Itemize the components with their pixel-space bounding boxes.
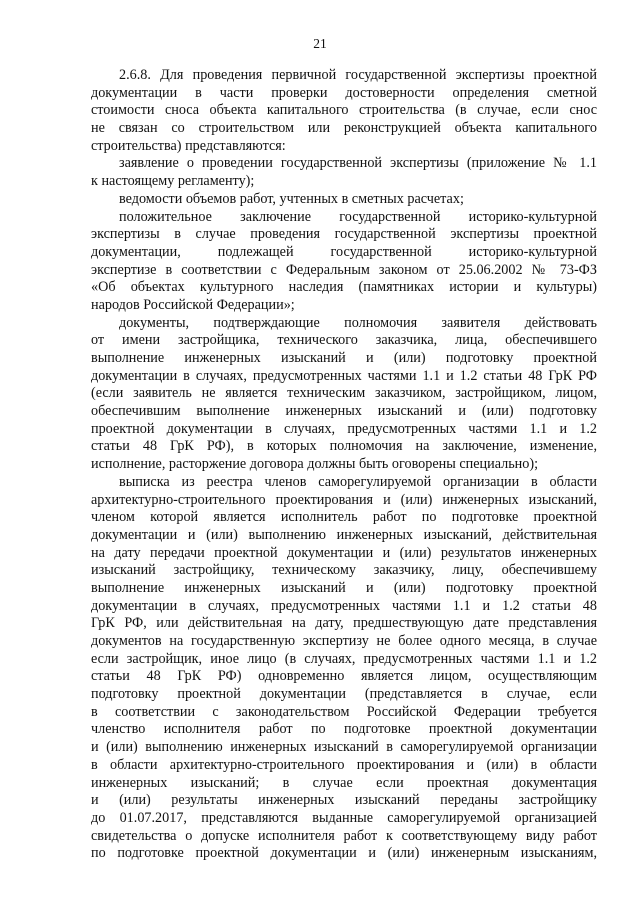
- text-line: народов Российской Федерации»;: [91, 296, 295, 313]
- text-line: по подготовке проектной документации и (или) инженерным изысканиям,: [91, 845, 597, 862]
- text-line: до 01.07.2017, представляются выданные саморегулируемой организацией: [91, 809, 597, 826]
- text-line: ГрК РФ, или действительная на дату, предшествующую дате представления: [91, 615, 597, 632]
- text-line: выполнение инженерных изысканий и (или) подготовку проектной: [91, 350, 597, 366]
- text-line: статьи 48 ГрК РФ), в которых полномочия на заключение, изменение,: [91, 438, 597, 455]
- text-line: не связан со строительством или реконструкцией объекта капитального: [91, 120, 597, 137]
- text-line: 2.6.8. Для проведения первичной государственной экспертизы проектной: [119, 67, 597, 83]
- text-line: документации в части проверки достоверности определения сметной: [91, 84, 597, 101]
- text-line: выполнение инженерных изысканий и (или) подготовку проектной: [91, 579, 597, 596]
- page-number: 21: [313, 36, 327, 51]
- text-line: свидетельства о допуске исполнителя работ к соответствующему виду работ: [91, 827, 597, 844]
- text-line: членство исполнителя работ по подготовке проектной документации: [91, 721, 597, 738]
- text-line: и (или) выполнению инженерных изысканий в саморегулируемой организации: [91, 739, 597, 756]
- text-line: инженерных изысканий; в случае если проектная документация: [91, 774, 597, 791]
- text-line: членом которой является исполнитель работ по подготовке проектной: [91, 509, 597, 526]
- text-line: в соответствии с законодательством Российской Федерации требуется: [91, 703, 597, 720]
- text-line: документации, подлежащей государственной историко-культурной: [91, 243, 597, 260]
- text-line: документов на государственную экспертизу не более одного месяца, в случае: [91, 633, 597, 649]
- text-line: архитектурно-строительного проектирования и (или) инженерных изысканий,: [91, 491, 597, 508]
- text-line: (если заявитель не является техническим заказчиком, застройщиком, лицом,: [91, 385, 597, 402]
- document-body: [91, 67, 597, 863]
- text-line: экспертизы в случае проведения государственной экспертизы проектной: [91, 226, 597, 243]
- text-line: строительства) представляются:: [91, 137, 286, 154]
- text-line: от имени застройщика, технического заказчика, лица, обеспечившего: [91, 332, 597, 349]
- text-line: изысканий застройщику, техническому заказчику, лицу, обеспечившему: [91, 562, 597, 579]
- text-line: документации в случаях, предусмотренных частями 1.1 и 1.2 статьи 48: [91, 597, 597, 614]
- text-line: документации и (или) выполнению инженерных изысканий, действительная: [91, 526, 597, 543]
- text-line: заявление о проведении государственной экспертизы (приложение № 1.1: [119, 155, 597, 172]
- text-line: документации в случаях, предусмотренных частями 1.1 и 1.2 статьи 48 ГрК РФ: [91, 367, 597, 384]
- text-line: ведомости объемов работ, учтенных в сметных расчетах;: [119, 190, 464, 207]
- text-line: если застройщик, иное лицо (в случаях, предусмотренных частями 1.1 и 1.2: [91, 650, 597, 667]
- text-line: выписка из реестра членов саморегулируемой организации в области: [119, 473, 597, 490]
- text-line: подготовку проектной документации (представляется в случае, если: [91, 686, 597, 703]
- text-line: документы, подтверждающие полномочия заявителя действовать: [119, 314, 597, 331]
- text-line: экспертизе в соответствии с Федеральным законом от 25.06.2002 № 73-ФЗ: [91, 261, 597, 278]
- text-line: к настоящему регламенту);: [91, 173, 255, 190]
- text-line: статьи 48 ГрК РФ) одновременно является лицом, осуществляющим: [91, 668, 597, 685]
- text-line: в области архитектурно-строительного проектирования и (или) в области: [91, 756, 597, 773]
- text-line: обеспечившим выполнение инженерных изысканий и (или) подготовку: [91, 403, 597, 420]
- text-line: исполнение, расторжение договора должны быть оговорены специально);: [91, 456, 539, 473]
- text-line: и (или) результаты инженерных изысканий переданы застройщику: [91, 792, 597, 809]
- text-line: на дату передачи проектной документации и (или) результатов инженерных: [91, 544, 597, 561]
- text-line: проектной документации в случаях, предусмотренных частями 1.1 и 1.2: [91, 420, 597, 437]
- text-line: «Об объектах культурного наследия (памятниках истории и культуры): [91, 279, 597, 296]
- text-line: стоимости сноса объекта капитального строительства (в случае, если снос: [91, 102, 597, 119]
- text-line: положительное заключение государственной историко-культурной: [119, 208, 597, 225]
